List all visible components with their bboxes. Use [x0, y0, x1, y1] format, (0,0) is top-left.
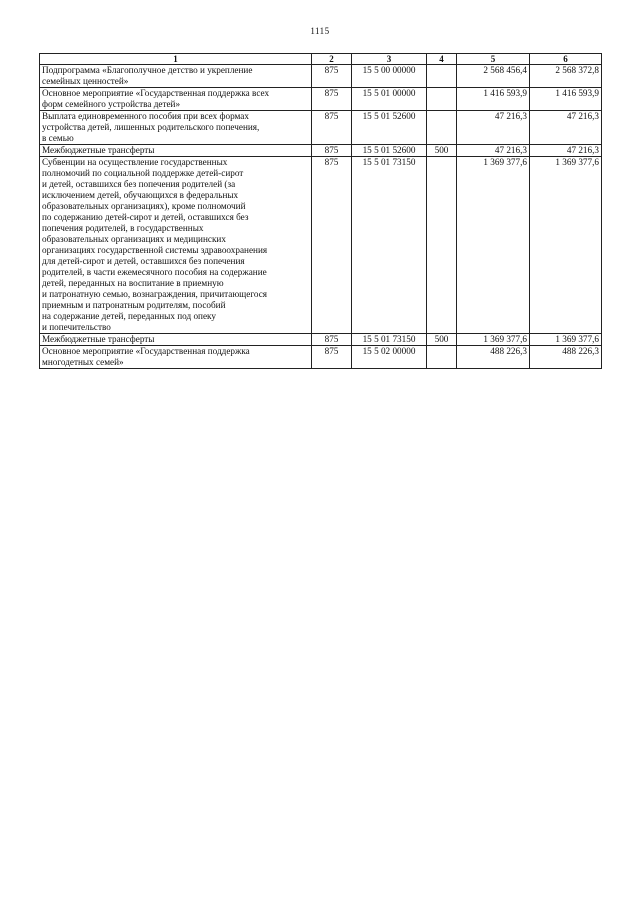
- target-code-cell: 15 5 01 73150: [352, 334, 427, 346]
- expense-type-cell: [427, 346, 457, 369]
- amount-cell: 47 216,3: [530, 111, 602, 145]
- row-name-cell: Основное мероприятие «Государственная поддержка многодетных семей»: [40, 346, 312, 369]
- target-code-cell: 15 5 01 52600: [352, 111, 427, 145]
- amount-cell: 1 369 377,6: [530, 334, 602, 346]
- column-header: 3: [352, 54, 427, 65]
- amount-cell: 2 568 372,8: [530, 65, 602, 88]
- target-code-cell: 15 5 00 00000: [352, 65, 427, 88]
- table-row: [40, 334, 602, 346]
- column-header: 2: [312, 54, 352, 65]
- table-row: [40, 111, 602, 145]
- page-number: 1115: [310, 26, 330, 36]
- amount-cell: 2 568 456,4: [457, 65, 530, 88]
- target-code-cell: 15 5 02 00000: [352, 346, 427, 369]
- row-name-cell: Межбюджетные трансферты: [40, 145, 312, 157]
- admin-code-cell: 875: [312, 88, 352, 111]
- amount-cell: 1 416 593,9: [457, 88, 530, 111]
- expense-type-cell: 500: [427, 334, 457, 346]
- expense-type-cell: [427, 65, 457, 88]
- budget-table: [39, 53, 602, 369]
- target-code-cell: 15 5 01 00000: [352, 88, 427, 111]
- admin-code-cell: 875: [312, 111, 352, 145]
- row-name-cell: Субвенции на осуществление государственных полномочий по социальной поддержке детей-сирот и детей, оставшихся без попечения родителей (за исключением детей, обучающихся в федеральных образовательных организациях), кроме полномочий по содержанию детей-сирот и детей, оставшихся без попечения родителей, в государственных образовательных организациях и медицинских организациях государственной системы здравоохранения для детей-сирот и детей, оставшихся без попечения родителей, в части ежемесячного пособия на содержание детей, переданных на воспитание в приемную и патронатную семью, вознаграждения, причитающегося приемным и патронатным родителям, пособий на содержание детей, переданных под опеку и попечительство: [40, 157, 312, 334]
- row-name-cell: Межбюджетные трансферты: [40, 334, 312, 346]
- amount-cell: 1 369 377,6: [457, 334, 530, 346]
- row-name-cell: Выплата единовременного пособия при всех формах устройства детей, лишенных родительского попечения, в семью: [40, 111, 312, 145]
- target-code-cell: 15 5 01 73150: [352, 157, 427, 334]
- expense-type-cell: [427, 88, 457, 111]
- amount-cell: 1 369 377,6: [530, 157, 602, 334]
- row-name-cell: Основное мероприятие «Государственная поддержка всех форм семейного устройства детей»: [40, 88, 312, 111]
- row-name-cell: Подпрограмма «Благополучное детство и укрепление семейных ценностей»: [40, 65, 312, 88]
- table-row: [40, 65, 602, 88]
- amount-cell: 488 226,3: [530, 346, 602, 369]
- amount-cell: 47 216,3: [530, 145, 602, 157]
- admin-code-cell: 875: [312, 65, 352, 88]
- amount-cell: 47 216,3: [457, 111, 530, 145]
- expense-type-cell: [427, 157, 457, 334]
- admin-code-cell: 875: [312, 346, 352, 369]
- column-header: 4: [427, 54, 457, 65]
- amount-cell: 488 226,3: [457, 346, 530, 369]
- table-row: [40, 145, 602, 157]
- admin-code-cell: 875: [312, 145, 352, 157]
- table-header-row: [40, 54, 602, 65]
- column-header: 1: [40, 54, 312, 65]
- column-header: 5: [457, 54, 530, 65]
- table-row: [40, 157, 602, 334]
- table-body: [40, 65, 602, 369]
- column-header: 6: [530, 54, 602, 65]
- expense-type-cell: 500: [427, 145, 457, 157]
- amount-cell: 47 216,3: [457, 145, 530, 157]
- target-code-cell: 15 5 01 52600: [352, 145, 427, 157]
- admin-code-cell: 875: [312, 157, 352, 334]
- table-row: [40, 346, 602, 369]
- amount-cell: 1 369 377,6: [457, 157, 530, 334]
- expense-type-cell: [427, 111, 457, 145]
- amount-cell: 1 416 593,9: [530, 88, 602, 111]
- table-row: [40, 88, 602, 111]
- admin-code-cell: 875: [312, 334, 352, 346]
